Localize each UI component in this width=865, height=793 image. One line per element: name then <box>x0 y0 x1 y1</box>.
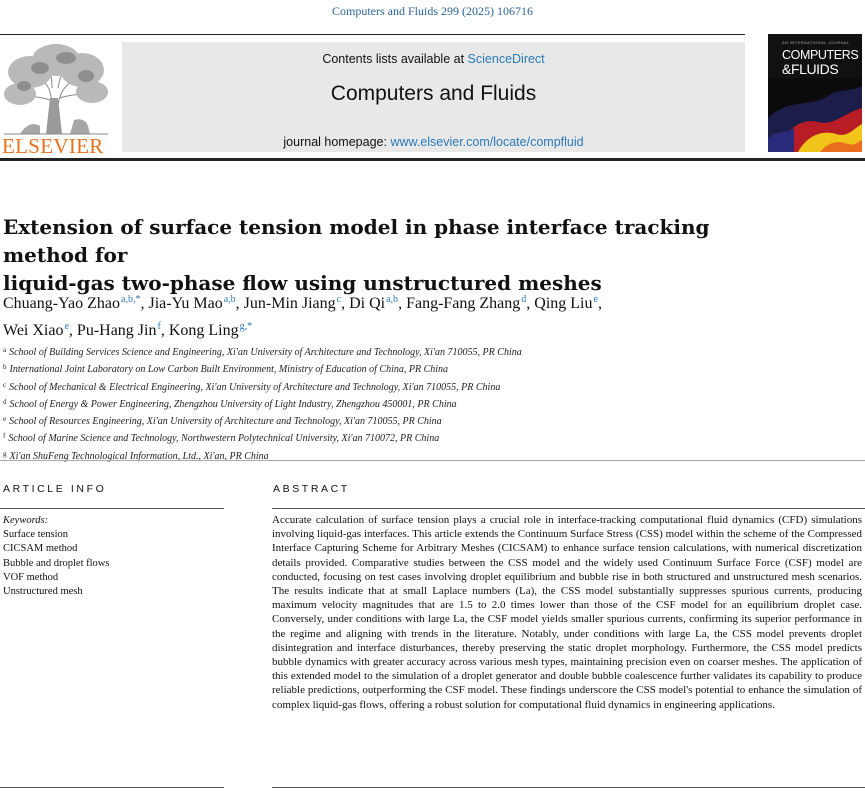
section-divider <box>0 460 865 461</box>
abstract-rule <box>272 508 865 509</box>
author[interactable]: Pu-Hang Jin$^f$, <box>76 321 169 339</box>
keyword: CICSAM method <box>3 543 78 555</box>
affiliation-item: $^g$ Xi'an ShuFeng Technological Information, Ltd., Xi'an, PR China <box>3 449 269 462</box>
keyword: VOF method <box>3 571 59 583</box>
abstract-heading: ABSTRACT <box>273 483 350 495</box>
author[interactable]: Di Qi$^{a,b}$, <box>349 294 407 312</box>
journal-banner <box>122 42 745 152</box>
affiliation-item: $^a$ School of Building Services Science and Engineering, Xi'an University of Architecture and Technology, Xi'an 710055, PR China <box>3 346 522 358</box>
affiliation-item: $^e$ School of Resources Engineering, Xi'an University of Architecture and Technology, Xi'an 710055, PR China <box>3 415 442 428</box>
article-info-rule <box>0 508 224 509</box>
contents-line <box>122 52 745 66</box>
author[interactable]: Jia-Yu Mao$^{a,b}$, <box>148 294 244 312</box>
homepage-prefix: journal homepage: <box>283 135 387 149</box>
cover-artwork <box>768 78 862 152</box>
author-list <box>3 288 863 342</box>
abstract-bottom-rule <box>272 787 865 788</box>
keyword: Surface tension <box>3 529 69 541</box>
journal-cover[interactable] <box>768 34 862 152</box>
author[interactable]: Fang-Fang Zhang$^d$, <box>406 294 535 312</box>
header-rule-top <box>0 34 745 35</box>
journal-name: Computers and Fluids <box>330 82 537 105</box>
cover-tagline: AN INTERNATIONAL JOURNAL <box>782 40 850 45</box>
article-title-line2: liquid-gas two-phase flow using unstructured meshes <box>3 271 602 295</box>
affiliation-item: $^c$ School of Mechanical & Electrical Engineering, Xi'an University of Architecture and Technology, Xi'an 710055, PR China <box>3 380 501 393</box>
affiliation-item: $^b$ International Joint Laboratory on Low Carbon Built Environment, Ministry of Education of China, PR China <box>3 363 449 376</box>
elsevier-wordmark[interactable]: ELSEVIER <box>2 134 104 158</box>
affiliation-list <box>3 343 863 464</box>
article-info-bottom-rule <box>0 787 224 788</box>
author[interactable]: Jun-Min Jiang$^c$, <box>243 294 350 312</box>
header-rule-bottom <box>0 158 865 161</box>
homepage-line <box>122 135 745 149</box>
affiliation-item: $^d$ School of Energy & Power Engineering, Zhengzhou University of Light Industry, Zhengzhou 450001, PR China <box>3 397 457 410</box>
cover-title-line2: &FLUIDS <box>782 61 839 77</box>
article-title-line1: Extension of surface tension model in phase interface tracking method for <box>3 215 710 267</box>
article-info-heading: ARTICLE INFO <box>3 483 107 495</box>
author[interactable]: Chuang-Yao Zhao$^{a,b,*}$, <box>3 294 149 312</box>
keywords-block <box>3 514 109 599</box>
author[interactable]: Kong Ling$^{g,*}$ <box>168 321 253 339</box>
keyword: Unstructured mesh <box>3 586 83 598</box>
journal-reference[interactable]: Computers and Fluids 299 (2025) 106716 <box>332 4 533 18</box>
keywords-label: Keywords: <box>3 515 49 526</box>
keyword: Bubble and droplet flows <box>3 557 110 569</box>
sciencedirect-link[interactable]: ScienceDirect <box>467 52 545 66</box>
article-title <box>3 213 763 297</box>
cover-title-line1: COMPUTERS <box>782 48 859 62</box>
author[interactable]: Qing Liu$^e$, <box>534 294 602 312</box>
homepage-link[interactable]: www.elsevier.com/locate/compfluid <box>390 135 584 149</box>
author[interactable]: Wei Xiao$^e$, <box>3 321 77 339</box>
contents-prefix: Contents lists available at <box>322 52 465 66</box>
abstract-text: Accurate calculation of surface tension plays a crucial role in interface-tracking computational fluid dynamics (CFD) simulations involving liquid-gas interfaces. This article extends the Continuum Surface Stress (CSS) model within the scheme of the Compressed Interface Capturing Scheme for Arbitrary Meshes (CICSAM) to enhance surface tension calculations, with numerical discretization details provided. Comparative studies between the CSS model and the widely used Continuum Surface Force (CSF) model are conducted, focusing on test cases involving droplet equilibrium and bubble rise in both structured and unstructured mesh scenarios. The results indicate that at small Laplace numbers (La), the CSS model substantially suppresses spurious currents, producing maximum velocity magnitudes that are 1.5 to 2.0 times lower than those of the CSF model for an equilibrium droplet case. Conversely, under conditions with large La, the CSF model yields smaller spurious currents, confirming its superior performance in the regime and aligning with trends in the literature. Notably, under conditions with large La, the CSS model prevents droplet disintegration and interface disturbances, thereby preserving the static droplet morphology. Furthermore, the CSS model predicts bubble dynamics with greater accuracy across various mesh types, maintaining precision even on coarser meshes. The application of this extended model to the simulation of a droplet generator and double bubble coalescence further validates its capability to produce reliable predictions, outperforming the CSF model. These findings underscore the CSS model's potential to enhance the simulation of complex liquid-gas flows, offering a robust solution for computational fluid dynamics in engineering applications. <box>272 514 862 711</box>
affiliation-item: $^f$ School of Marine Science and Technology, Northwestern Polytechnical University, Xi'an 710072, PR China <box>3 432 440 445</box>
